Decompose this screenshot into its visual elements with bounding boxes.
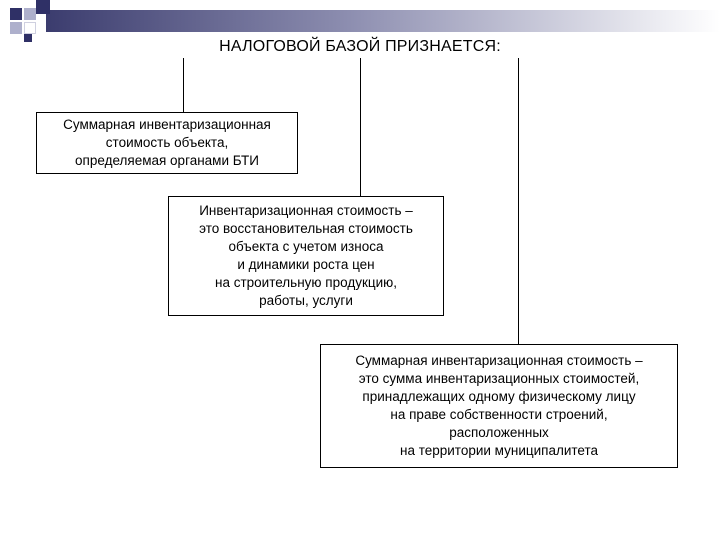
header-square-dark (24, 34, 32, 42)
box-text-line: работы, услуги (259, 293, 353, 308)
box-text-line: определяемая органами БТИ (75, 153, 259, 168)
box-text-line: расположенных (449, 425, 549, 440)
box-text-line: Суммарная инвентаризационная стоимость – (355, 353, 643, 368)
diagram-title: НАЛОГОВОЙ БАЗОЙ ПРИЗНАЕТСЯ: (219, 38, 501, 55)
box-text-line: на строительную продукцию, (215, 275, 397, 290)
box-text-line: на праве собственности строений, (390, 407, 608, 422)
header-square-white (24, 22, 36, 34)
definition-box-inventory-cost (168, 196, 444, 316)
box-text-line: и динамики роста цен (237, 257, 375, 272)
box-text-line: это восстановительная стоимость (199, 221, 413, 236)
connector-line-2 (360, 58, 361, 196)
header-gradient-bar (46, 10, 720, 32)
header-square-light (24, 8, 36, 20)
box-text-line: на территории муниципалитета (399, 443, 598, 458)
box-text-line: Инвентаризационная стоимость – (199, 203, 413, 218)
box-text-line: принадлежащих одному физическому лицу (362, 389, 636, 404)
box-text-line: Суммарная инвентаризационная (63, 117, 271, 132)
header-square-dark (36, 0, 50, 14)
box-text-line: это сумма инвентаризационных стоимостей, (358, 371, 640, 386)
definition-box-bti (36, 112, 298, 174)
connector-line-1 (183, 58, 184, 112)
connector-line-3 (518, 58, 519, 344)
header-square-dark (10, 8, 22, 20)
box-text-line: объекта с учетом износа (228, 239, 384, 254)
definition-box-total-cost (320, 344, 678, 468)
header-square-light (10, 22, 22, 34)
box-text-line: стоимость объекта, (105, 135, 229, 150)
